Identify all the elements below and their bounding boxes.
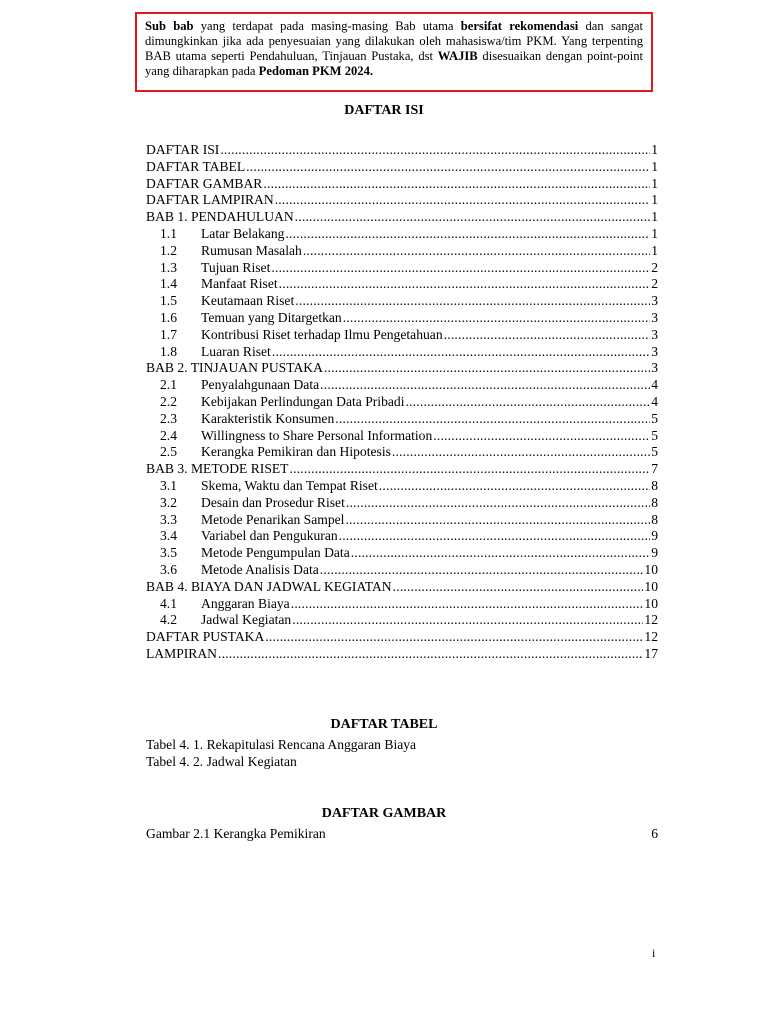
toc-entry[interactable] bbox=[146, 629, 658, 646]
recommendation-notice-box bbox=[135, 12, 653, 92]
notice-text-part: yang terdapat pada masing-masing Bab utama bbox=[193, 19, 461, 33]
toc-entry[interactable] bbox=[146, 243, 658, 260]
list-item-label: Gambar 2.1 Kerangka Pemikiran bbox=[146, 826, 326, 841]
toc-leader-dots bbox=[292, 612, 643, 628]
notice-text-part: WAJIB bbox=[437, 49, 478, 63]
toc-entry-page: 3 bbox=[651, 360, 658, 376]
toc-entry-label: Variabel dan Pengukuran bbox=[201, 528, 338, 544]
toc-entry-page: 1 bbox=[651, 242, 658, 258]
toc-entry-page: 8 bbox=[651, 511, 658, 527]
toc-leader-dots bbox=[405, 394, 650, 410]
toc-leader-dots bbox=[320, 377, 650, 393]
toc-entry-page: 10 bbox=[644, 578, 658, 594]
toc-entry-number: 1.2 bbox=[160, 242, 177, 258]
toc-entry-page: 4 bbox=[651, 393, 658, 409]
page-number: i bbox=[652, 946, 656, 960]
toc-entry-page: 10 bbox=[644, 561, 658, 577]
toc-entry-number: 1.4 bbox=[160, 276, 177, 292]
toc-title: DAFTAR ISI bbox=[344, 103, 424, 118]
toc-entry-number: 1.7 bbox=[160, 326, 177, 342]
toc-entry-label: Tujuan Riset bbox=[201, 259, 271, 275]
toc-entry-label: Rumusan Masalah bbox=[201, 242, 302, 258]
toc-leader-dots bbox=[433, 428, 650, 444]
toc-entry[interactable] bbox=[146, 579, 658, 596]
toc-entry-page: 12 bbox=[644, 629, 658, 645]
notice-text-part: bersifat rekomendasi bbox=[460, 19, 579, 33]
toc-entry-number: 1.6 bbox=[160, 309, 177, 325]
toc-entry-page: 12 bbox=[644, 612, 658, 628]
toc-entry[interactable] bbox=[146, 545, 658, 562]
toc-entry-label: Luaran Riset bbox=[201, 343, 271, 359]
toc-entry-page: 2 bbox=[651, 259, 658, 275]
toc-entry-label: Metode Penarikan Sampel bbox=[201, 511, 345, 527]
toc-leader-dots bbox=[246, 159, 650, 175]
toc-leader-dots bbox=[295, 293, 650, 309]
toc-entry[interactable] bbox=[146, 159, 658, 176]
list-item-page: 6 bbox=[651, 826, 658, 841]
toc-entry-page: 5 bbox=[651, 427, 658, 443]
toc-entry[interactable] bbox=[146, 310, 658, 327]
toc-entry[interactable] bbox=[146, 528, 658, 545]
toc-leader-dots bbox=[290, 461, 651, 477]
toc-entry[interactable] bbox=[146, 461, 658, 478]
toc-entry-number: 1.5 bbox=[160, 293, 177, 309]
toc-leader-dots bbox=[345, 512, 650, 528]
toc-entry-page: 5 bbox=[651, 410, 658, 426]
toc-entry[interactable] bbox=[146, 360, 658, 377]
toc-leader-dots bbox=[393, 579, 644, 595]
toc-leader-dots bbox=[220, 142, 650, 158]
toc-entry[interactable] bbox=[146, 176, 658, 193]
toc-entry-label: BAB 3. METODE RISET bbox=[146, 461, 289, 477]
toc-entry-label: Kontribusi Riset terhadap Ilmu Pengetahuan bbox=[201, 326, 443, 342]
toc-entry[interactable] bbox=[146, 293, 658, 310]
toc-entry-number: 2.2 bbox=[160, 393, 177, 409]
toc-entry-label: Desain dan Prosedur Riset bbox=[201, 494, 345, 510]
toc-entry-page: 3 bbox=[651, 293, 658, 309]
toc-entry[interactable] bbox=[146, 192, 658, 209]
toc-entry-page: 10 bbox=[644, 595, 658, 611]
toc-entry-label: Manfaat Riset bbox=[201, 276, 278, 292]
toc-entry[interactable] bbox=[146, 276, 658, 293]
toc-entry-label: Skema, Waktu dan Tempat Riset bbox=[201, 477, 378, 493]
toc-leader-dots bbox=[351, 545, 650, 561]
toc-entry-label: Anggaran Biaya bbox=[201, 595, 290, 611]
toc-leader-dots bbox=[279, 276, 651, 292]
toc-entry-page: 7 bbox=[651, 461, 658, 477]
toc-entry-number: 1.1 bbox=[160, 225, 177, 241]
toc-entry[interactable] bbox=[146, 596, 658, 613]
toc-entry-number: 3.4 bbox=[160, 528, 177, 544]
toc-entry-number: 3.3 bbox=[160, 511, 177, 527]
table-of-contents bbox=[146, 142, 658, 663]
toc-entry-page: 3 bbox=[651, 343, 658, 359]
toc-entry-number: 2.5 bbox=[160, 444, 177, 460]
toc-entry-label: Jadwal Kegiatan bbox=[201, 612, 292, 628]
figure-list-item[interactable] bbox=[146, 826, 658, 843]
toc-entry-page: 4 bbox=[651, 377, 658, 393]
toc-entry[interactable] bbox=[146, 478, 658, 495]
figure-list-title: DAFTAR GAMBAR bbox=[321, 806, 447, 821]
toc-entry-label: Temuan yang Ditargetkan bbox=[201, 309, 342, 325]
toc-leader-dots bbox=[339, 528, 651, 544]
toc-entry-number: 4.1 bbox=[160, 595, 177, 611]
toc-entry-page: 2 bbox=[651, 276, 658, 292]
toc-entry-page: 1 bbox=[651, 209, 658, 225]
toc-entry-number: 1.3 bbox=[160, 259, 177, 275]
toc-entry-label: DAFTAR ISI bbox=[146, 142, 220, 157]
toc-entry-number: 2.3 bbox=[160, 410, 177, 426]
toc-entry[interactable] bbox=[146, 562, 658, 579]
toc-entry-page: 1 bbox=[651, 175, 658, 191]
toc-leader-dots bbox=[444, 327, 651, 343]
table-list-item[interactable] bbox=[146, 754, 658, 771]
notice-text-part: Sub bab bbox=[145, 19, 194, 33]
toc-leader-dots bbox=[303, 243, 650, 259]
toc-entry-label: Kebijakan Perlindungan Data Pribadi bbox=[201, 393, 405, 409]
toc-entry-number: 4.2 bbox=[160, 612, 177, 628]
toc-entry[interactable] bbox=[146, 209, 658, 226]
toc-leader-dots bbox=[272, 344, 650, 360]
toc-entry-page: 17 bbox=[644, 645, 658, 661]
table-list-item[interactable] bbox=[146, 737, 658, 754]
notice-text-part: disesuaikan dengan point-point yang diharapkan pada bbox=[145, 49, 644, 78]
toc-entry-label: BAB 1. PENDAHULUAN bbox=[146, 209, 294, 225]
toc-entry[interactable] bbox=[146, 260, 658, 277]
toc-entry[interactable] bbox=[146, 646, 658, 663]
toc-entry[interactable] bbox=[146, 495, 658, 512]
toc-leader-dots bbox=[275, 192, 651, 208]
toc-entry-number: 1.8 bbox=[160, 343, 177, 359]
toc-entry-label: Metode Analisis Data bbox=[201, 561, 319, 577]
toc-entry-label: BAB 2. TINJAUAN PUSTAKA bbox=[146, 360, 323, 376]
toc-entry-page: 1 bbox=[651, 142, 658, 157]
notice-text-part: Pedoman PKM 2024. bbox=[258, 64, 374, 78]
toc-leader-dots bbox=[291, 596, 644, 612]
toc-entry-page: 3 bbox=[651, 309, 658, 325]
toc-entry[interactable] bbox=[146, 512, 658, 529]
toc-entry-page: 9 bbox=[651, 545, 658, 561]
toc-entry-page: 8 bbox=[651, 494, 658, 510]
toc-leader-dots bbox=[265, 629, 643, 645]
toc-leader-dots bbox=[335, 411, 650, 427]
toc-entry-label: Karakteristik Konsumen bbox=[201, 410, 335, 426]
toc-leader-dots bbox=[392, 444, 650, 460]
toc-entry-label: LAMPIRAN bbox=[146, 645, 217, 661]
toc-leader-dots bbox=[285, 226, 650, 242]
toc-entry[interactable] bbox=[146, 394, 658, 411]
toc-leader-dots bbox=[379, 478, 650, 494]
toc-entry[interactable] bbox=[146, 444, 658, 461]
toc-leader-dots bbox=[343, 310, 650, 326]
toc-entry-page: 1 bbox=[651, 192, 658, 208]
toc-entry[interactable] bbox=[146, 327, 658, 344]
toc-entry-label: Penyalahgunaan Data bbox=[201, 377, 320, 393]
figure-list bbox=[146, 826, 658, 843]
toc-entry-label: Metode Pengumpulan Data bbox=[201, 545, 350, 561]
toc-leader-dots bbox=[295, 209, 651, 225]
toc-entry-page: 5 bbox=[651, 444, 658, 460]
toc-entry[interactable] bbox=[146, 344, 658, 361]
toc-entry-label: DAFTAR GAMBAR bbox=[146, 175, 263, 191]
toc-entry-page: 9 bbox=[651, 528, 658, 544]
toc-entry-label: DAFTAR TABEL bbox=[146, 158, 246, 174]
toc-entry[interactable] bbox=[146, 142, 658, 159]
table-list bbox=[146, 737, 658, 771]
toc-entry-number: 3.6 bbox=[160, 561, 177, 577]
toc-entry[interactable] bbox=[146, 612, 658, 629]
toc-entry-page: 8 bbox=[651, 477, 658, 493]
toc-entry[interactable] bbox=[146, 411, 658, 428]
list-item-label: Tabel 4. 2. Jadwal Kegiatan bbox=[146, 754, 297, 769]
toc-entry[interactable] bbox=[146, 226, 658, 243]
toc-entry[interactable] bbox=[146, 428, 658, 445]
toc-entry-label: DAFTAR PUSTAKA bbox=[146, 629, 265, 645]
toc-leader-dots bbox=[320, 562, 644, 578]
toc-leader-dots bbox=[263, 176, 650, 192]
toc-entry-label: DAFTAR LAMPIRAN bbox=[146, 192, 274, 208]
toc-leader-dots bbox=[346, 495, 650, 511]
toc-entry-label: Latar Belakang bbox=[201, 225, 285, 241]
toc-entry[interactable] bbox=[146, 377, 658, 394]
toc-entry-number: 2.1 bbox=[160, 377, 177, 393]
list-item-label: Tabel 4. 1. Rekapitulasi Rencana Anggaran Biaya bbox=[146, 737, 417, 752]
table-list-title: DAFTAR TABEL bbox=[330, 717, 438, 732]
toc-entry-page: 1 bbox=[651, 158, 658, 174]
toc-entry-label: BAB 4. BIAYA DAN JADWAL KEGIATAN bbox=[146, 578, 392, 594]
toc-entry-number: 3.1 bbox=[160, 477, 177, 493]
toc-leader-dots bbox=[324, 360, 650, 376]
toc-entry-label: Keutamaan Riset bbox=[201, 293, 295, 309]
toc-entry-number: 3.2 bbox=[160, 494, 177, 510]
toc-entry-label: Kerangka Pemikiran dan Hipotesis bbox=[201, 444, 391, 460]
toc-entry-page: 3 bbox=[651, 326, 658, 342]
toc-leader-dots bbox=[218, 646, 643, 662]
toc-entry-number: 2.4 bbox=[160, 427, 177, 443]
toc-leader-dots bbox=[271, 260, 650, 276]
toc-entry-page: 1 bbox=[651, 225, 658, 241]
notice-text-part: dan sangat dimungkinkan jika ada penyesuaian yang dilakukan oleh mahasiswa/tim PKM. Yang terpenting BAB utama seperti Pendahuluan, Tinjauan Pustaka, dst bbox=[145, 19, 644, 63]
toc-entry-label: Willingness to Share Personal Information bbox=[201, 427, 433, 443]
toc-entry-number: 3.5 bbox=[160, 545, 177, 561]
